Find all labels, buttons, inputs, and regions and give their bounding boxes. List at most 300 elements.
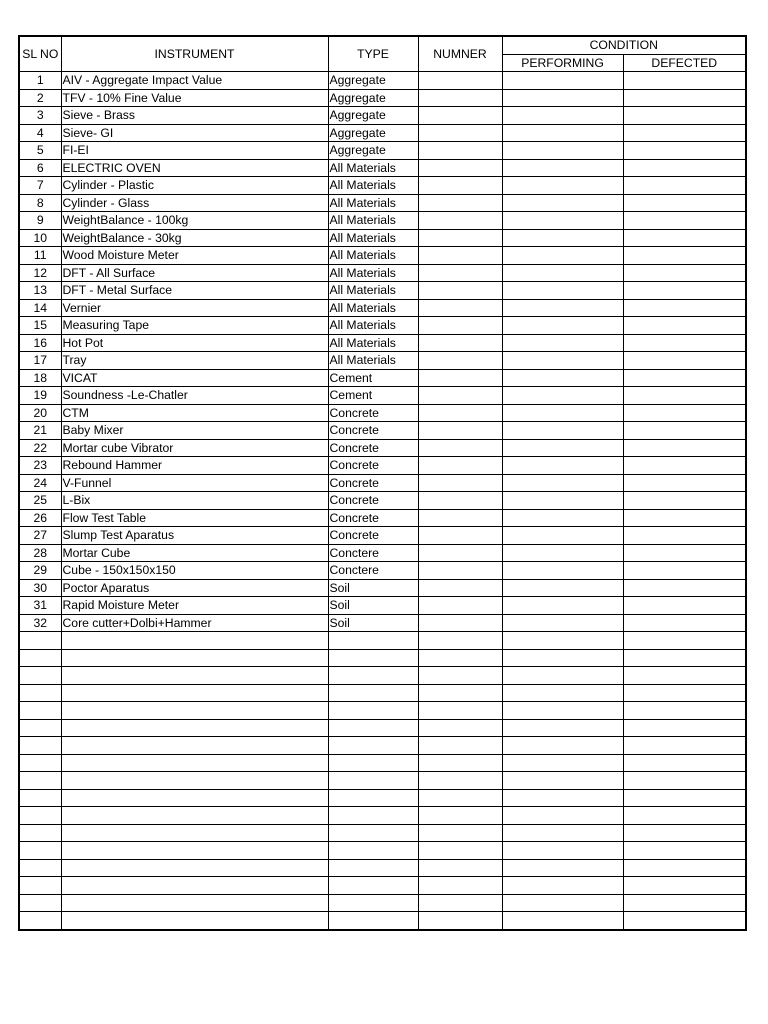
sl-no-cell [19, 859, 61, 877]
sl-no-cell [19, 684, 61, 702]
sl-no-cell: 21 [19, 422, 61, 440]
sl-no-cell: 9 [19, 212, 61, 230]
defected-cell [623, 667, 746, 685]
sl-no-cell: 14 [19, 299, 61, 317]
table-row [19, 72, 746, 90]
instrument-cell [61, 632, 328, 650]
number-cell [418, 684, 502, 702]
performing-cell [502, 737, 623, 755]
table-row [19, 509, 746, 527]
instrument-cell: Rapid Moisture Meter [61, 597, 328, 615]
type-cell: All Materials [328, 159, 418, 177]
type-cell: Conctere [328, 544, 418, 562]
empty-table-row [19, 912, 746, 930]
sl-no-cell: 16 [19, 334, 61, 352]
defected-cell [623, 212, 746, 230]
instrument-cell: Vernier [61, 299, 328, 317]
type-cell [328, 667, 418, 685]
table-row [19, 264, 746, 282]
number-cell [418, 194, 502, 212]
table-row [19, 614, 746, 632]
defected-cell [623, 107, 746, 125]
defected-cell [623, 124, 746, 142]
instrument-cell: Wood Moisture Meter [61, 247, 328, 265]
instrument-cell [61, 702, 328, 720]
empty-table-row [19, 649, 746, 667]
empty-table-row [19, 859, 746, 877]
sl-no-cell: 13 [19, 282, 61, 300]
empty-table-row [19, 719, 746, 737]
type-cell: Conctere [328, 562, 418, 580]
sl-no-cell: 1 [19, 72, 61, 90]
performing-cell [502, 72, 623, 90]
defected-cell [623, 229, 746, 247]
type-cell: All Materials [328, 334, 418, 352]
table-row [19, 474, 746, 492]
sl-no-cell [19, 772, 61, 790]
sl-no-cell: 4 [19, 124, 61, 142]
performing-cell [502, 842, 623, 860]
table-row [19, 317, 746, 335]
sl-no-cell: 2 [19, 89, 61, 107]
defected-cell [623, 579, 746, 597]
number-cell [418, 229, 502, 247]
type-cell: Soil [328, 597, 418, 615]
defected-cell [623, 72, 746, 90]
defected-cell [623, 702, 746, 720]
performing-cell [502, 789, 623, 807]
table-header [19, 36, 746, 72]
instrument-cell [61, 859, 328, 877]
performing-cell [502, 247, 623, 265]
performing-cell [502, 562, 623, 580]
defected-cell [623, 194, 746, 212]
performing-cell [502, 89, 623, 107]
sl-no-cell: 12 [19, 264, 61, 282]
performing-cell [502, 282, 623, 300]
performing-cell [502, 159, 623, 177]
sl-no-cell: 17 [19, 352, 61, 370]
number-cell [418, 824, 502, 842]
performing-cell [502, 422, 623, 440]
sl-no-cell: 27 [19, 527, 61, 545]
empty-table-row [19, 824, 746, 842]
sl-no-cell: 6 [19, 159, 61, 177]
number-cell [418, 457, 502, 475]
number-cell [418, 527, 502, 545]
number-cell [418, 352, 502, 370]
type-cell: All Materials [328, 212, 418, 230]
number-cell [418, 562, 502, 580]
type-cell: Soil [328, 579, 418, 597]
instrument-cell: Poctor Aparatus [61, 579, 328, 597]
number-cell [418, 72, 502, 90]
number-cell [418, 247, 502, 265]
sl-no-cell: 29 [19, 562, 61, 580]
table-row [19, 282, 746, 300]
header-performing: PERFORMING [502, 54, 623, 72]
type-cell: Soil [328, 614, 418, 632]
number-cell [418, 439, 502, 457]
number-cell [418, 212, 502, 230]
header-sl-no: SL NO [19, 36, 61, 72]
type-cell [328, 859, 418, 877]
type-cell [328, 807, 418, 825]
defected-cell [623, 177, 746, 195]
sl-no-cell: 15 [19, 317, 61, 335]
sl-no-cell [19, 702, 61, 720]
defected-cell [623, 457, 746, 475]
defected-cell [623, 737, 746, 755]
type-cell [328, 912, 418, 930]
table-row [19, 597, 746, 615]
number-cell [418, 492, 502, 510]
table-row [19, 369, 746, 387]
instrument-cell [61, 912, 328, 930]
instrument-cell: Mortar Cube [61, 544, 328, 562]
instrument-cell: Sieve- GI [61, 124, 328, 142]
instrument-cell: Rebound Hammer [61, 457, 328, 475]
sl-no-cell: 18 [19, 369, 61, 387]
sl-no-cell: 31 [19, 597, 61, 615]
type-cell: All Materials [328, 194, 418, 212]
type-cell: Concrete [328, 404, 418, 422]
empty-table-row [19, 789, 746, 807]
number-cell [418, 649, 502, 667]
type-cell [328, 789, 418, 807]
instrument-cell: V-Funnel [61, 474, 328, 492]
table-row [19, 492, 746, 510]
performing-cell [502, 212, 623, 230]
performing-cell [502, 317, 623, 335]
number-cell [418, 334, 502, 352]
table-row [19, 422, 746, 440]
type-cell: Concrete [328, 439, 418, 457]
sl-no-cell: 19 [19, 387, 61, 405]
performing-cell [502, 702, 623, 720]
type-cell: Cement [328, 369, 418, 387]
performing-cell [502, 229, 623, 247]
table-row [19, 527, 746, 545]
number-cell [418, 124, 502, 142]
header-number: NUMNER [418, 36, 502, 72]
performing-cell [502, 684, 623, 702]
performing-cell [502, 632, 623, 650]
table-row [19, 562, 746, 580]
sl-no-cell [19, 894, 61, 912]
type-cell: Concrete [328, 527, 418, 545]
type-cell: All Materials [328, 177, 418, 195]
performing-cell [502, 474, 623, 492]
instrument-cell: Soundness -Le-Chatler [61, 387, 328, 405]
number-cell [418, 719, 502, 737]
number-cell [418, 912, 502, 930]
performing-cell [502, 492, 623, 510]
instrument-cell [61, 842, 328, 860]
type-cell: All Materials [328, 264, 418, 282]
performing-cell [502, 457, 623, 475]
performing-cell [502, 334, 623, 352]
defected-cell [623, 877, 746, 895]
sl-no-cell: 8 [19, 194, 61, 212]
instrument-cell [61, 719, 328, 737]
instrument-cell [61, 807, 328, 825]
empty-table-row [19, 737, 746, 755]
performing-cell [502, 807, 623, 825]
performing-cell [502, 877, 623, 895]
sl-no-cell [19, 877, 61, 895]
header-defected: DEFECTED [623, 54, 746, 72]
defected-cell [623, 894, 746, 912]
performing-cell [502, 772, 623, 790]
number-cell [418, 89, 502, 107]
instrument-cell: AIV - Aggregate Impact Value [61, 72, 328, 90]
instrument-cell [61, 894, 328, 912]
type-cell: All Materials [328, 352, 418, 370]
performing-cell [502, 369, 623, 387]
type-cell: All Materials [328, 282, 418, 300]
defected-cell [623, 719, 746, 737]
sl-no-cell [19, 754, 61, 772]
defected-cell [623, 614, 746, 632]
sl-no-cell [19, 789, 61, 807]
sl-no-cell [19, 912, 61, 930]
defected-cell [623, 159, 746, 177]
number-cell [418, 369, 502, 387]
type-cell [328, 842, 418, 860]
instrument-cell: TFV - 10% Fine Value [61, 89, 328, 107]
performing-cell [502, 719, 623, 737]
performing-cell [502, 264, 623, 282]
type-cell: All Materials [328, 299, 418, 317]
table-row [19, 544, 746, 562]
instrument-cell: Core cutter+Dolbi+Hammer [61, 614, 328, 632]
type-cell: Concrete [328, 457, 418, 475]
empty-table-row [19, 772, 746, 790]
instrument-cell [61, 684, 328, 702]
performing-cell [502, 894, 623, 912]
sl-no-cell: 22 [19, 439, 61, 457]
performing-cell [502, 439, 623, 457]
number-cell [418, 597, 502, 615]
number-cell [418, 754, 502, 772]
performing-cell [502, 597, 623, 615]
number-cell [418, 422, 502, 440]
empty-table-row [19, 807, 746, 825]
sl-no-cell: 7 [19, 177, 61, 195]
number-cell [418, 474, 502, 492]
instrument-cell [61, 754, 328, 772]
defected-cell [623, 842, 746, 860]
number-cell [418, 842, 502, 860]
performing-cell [502, 142, 623, 160]
type-cell [328, 719, 418, 737]
type-cell: Concrete [328, 492, 418, 510]
instrument-cell: Slump Test Aparatus [61, 527, 328, 545]
number-cell [418, 282, 502, 300]
header-instrument: INSTRUMENT [61, 36, 328, 72]
defected-cell [623, 334, 746, 352]
performing-cell [502, 107, 623, 125]
type-cell [328, 649, 418, 667]
sl-no-cell [19, 807, 61, 825]
type-cell: Aggregate [328, 89, 418, 107]
sl-no-cell: 26 [19, 509, 61, 527]
type-cell [328, 684, 418, 702]
sl-no-cell [19, 842, 61, 860]
instrument-cell [61, 649, 328, 667]
instrument-cell: ELECTRIC OVEN [61, 159, 328, 177]
defected-cell [623, 492, 746, 510]
instrument-cell [61, 667, 328, 685]
sl-no-cell [19, 719, 61, 737]
defected-cell [623, 544, 746, 562]
sl-no-cell: 20 [19, 404, 61, 422]
type-cell: Concrete [328, 422, 418, 440]
defected-cell [623, 509, 746, 527]
number-cell [418, 299, 502, 317]
number-cell [418, 859, 502, 877]
type-cell: Concrete [328, 509, 418, 527]
table-row [19, 352, 746, 370]
instrument-cell [61, 737, 328, 755]
number-cell [418, 264, 502, 282]
instrument-cell: Baby Mixer [61, 422, 328, 440]
number-cell [418, 142, 502, 160]
type-cell: All Materials [328, 229, 418, 247]
defected-cell [623, 422, 746, 440]
type-cell [328, 737, 418, 755]
defected-cell [623, 282, 746, 300]
sl-no-cell: 10 [19, 229, 61, 247]
number-cell [418, 807, 502, 825]
instrument-cell [61, 824, 328, 842]
sl-no-cell: 24 [19, 474, 61, 492]
defected-cell [623, 632, 746, 650]
type-cell: Cement [328, 387, 418, 405]
empty-table-row [19, 877, 746, 895]
defected-cell [623, 754, 746, 772]
instrument-register-table [18, 35, 747, 931]
table-row [19, 212, 746, 230]
performing-cell [502, 544, 623, 562]
table-row [19, 194, 746, 212]
defected-cell [623, 789, 746, 807]
instrument-cell: WeightBalance - 30kg [61, 229, 328, 247]
defected-cell [623, 527, 746, 545]
sl-no-cell: 11 [19, 247, 61, 265]
table-row [19, 299, 746, 317]
header-type: TYPE [328, 36, 418, 72]
empty-table-row [19, 702, 746, 720]
type-cell [328, 894, 418, 912]
type-cell: Concrete [328, 474, 418, 492]
instrument-cell: VICAT [61, 369, 328, 387]
performing-cell [502, 299, 623, 317]
type-cell [328, 754, 418, 772]
number-cell [418, 877, 502, 895]
sl-no-cell: 25 [19, 492, 61, 510]
number-cell [418, 579, 502, 597]
number-cell [418, 789, 502, 807]
type-cell: Aggregate [328, 124, 418, 142]
performing-cell [502, 614, 623, 632]
sl-no-cell: 32 [19, 614, 61, 632]
header-condition: CONDITION [502, 36, 746, 54]
sl-no-cell [19, 737, 61, 755]
sl-no-cell: 28 [19, 544, 61, 562]
defected-cell [623, 859, 746, 877]
defected-cell [623, 317, 746, 335]
performing-cell [502, 124, 623, 142]
instrument-cell: Sieve - Brass [61, 107, 328, 125]
type-cell [328, 702, 418, 720]
number-cell [418, 737, 502, 755]
table-row [19, 334, 746, 352]
type-cell: Aggregate [328, 142, 418, 160]
defected-cell [623, 264, 746, 282]
type-cell [328, 632, 418, 650]
defected-cell [623, 824, 746, 842]
defected-cell [623, 649, 746, 667]
empty-table-row [19, 667, 746, 685]
defected-cell [623, 562, 746, 580]
performing-cell [502, 404, 623, 422]
defected-cell [623, 684, 746, 702]
table-row [19, 439, 746, 457]
type-cell: Aggregate [328, 72, 418, 90]
instrument-cell: Mortar cube Vibrator [61, 439, 328, 457]
instrument-cell: Cylinder - Glass [61, 194, 328, 212]
defected-cell [623, 807, 746, 825]
type-cell: All Materials [328, 247, 418, 265]
sl-no-cell: 30 [19, 579, 61, 597]
number-cell [418, 177, 502, 195]
performing-cell [502, 177, 623, 195]
performing-cell [502, 912, 623, 930]
instrument-cell: WeightBalance - 100kg [61, 212, 328, 230]
table-row [19, 229, 746, 247]
defected-cell [623, 89, 746, 107]
empty-table-row [19, 684, 746, 702]
performing-cell [502, 387, 623, 405]
number-cell [418, 632, 502, 650]
performing-cell [502, 667, 623, 685]
table-row [19, 177, 746, 195]
instrument-cell: FI-EI [61, 142, 328, 160]
performing-cell [502, 579, 623, 597]
table-row [19, 404, 746, 422]
number-cell [418, 404, 502, 422]
number-cell [418, 159, 502, 177]
type-cell [328, 772, 418, 790]
number-cell [418, 702, 502, 720]
instrument-cell: Tray [61, 352, 328, 370]
instrument-cell: DFT - Metal Surface [61, 282, 328, 300]
sl-no-cell: 3 [19, 107, 61, 125]
instrument-cell: Cube - 150x150x150 [61, 562, 328, 580]
instrument-cell: Measuring Tape [61, 317, 328, 335]
sl-no-cell: 5 [19, 142, 61, 160]
number-cell [418, 614, 502, 632]
defected-cell [623, 439, 746, 457]
number-cell [418, 509, 502, 527]
performing-cell [502, 859, 623, 877]
table-row [19, 124, 746, 142]
table-row [19, 579, 746, 597]
defected-cell [623, 404, 746, 422]
defected-cell [623, 597, 746, 615]
